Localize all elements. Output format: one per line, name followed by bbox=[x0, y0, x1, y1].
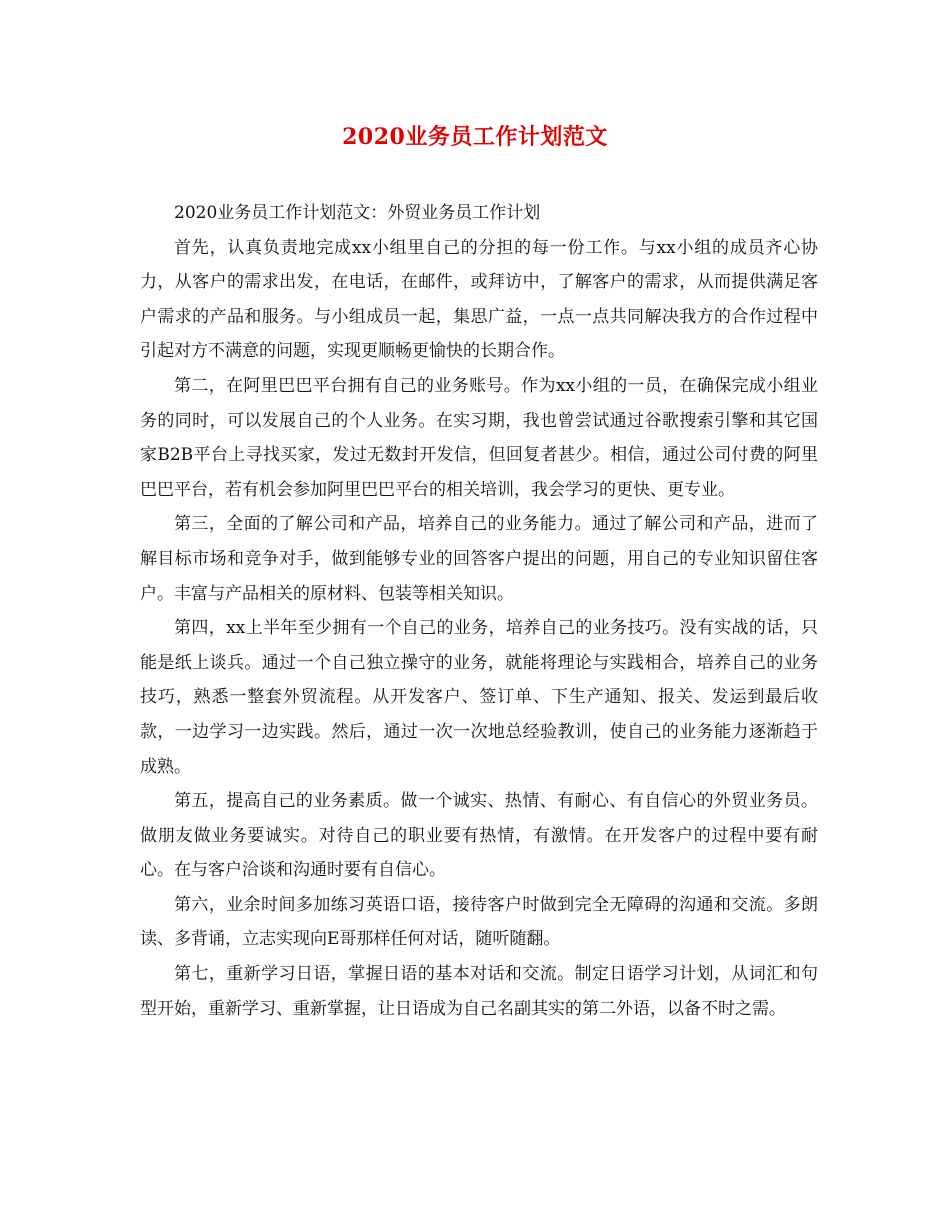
paragraph-fourth: 第四，xx上半年至少拥有一个自己的业务，培养自己的业务技巧。没有实战的话，只能是纸上谈兵。通过一个自己独立操守的业务，就能将理论与实践相合，培养自己的业务技巧，熟悉一整套外贸流程。从开发客户、签订单、下生产通知、报关、发运到最后收款，一边学习一边实践。然后，通过一次一次地总经验教训，使自己的业务能力逐渐趋于成熟。 bbox=[140, 618, 818, 777]
paragraph-third: 第三，全面的了解公司和产品，培养自己的业务能力。通过了解公司和产品，进而了解目标市场和竞争对手，做到能够专业的回答客户提出的问题，用自己的专业知识留住客户。丰富与产品相关的原材料、包装等相关知识。 bbox=[140, 514, 818, 604]
document-title: 2020业务员工作计划范文 bbox=[342, 124, 608, 150]
paragraph-seventh: 第七，重新学习日语，掌握日语的基本对话和交流。制定日语学习计划，从词汇和句型开始，重新学习、重新掌握，让日语成为自己名副其实的第二外语，以备不时之需。 bbox=[140, 964, 818, 1019]
paragraph-first: 首先，认真负责地完成xx小组里自己的分担的每一份工作。与xx小组的成员齐心协力，从客户的需求出发，在电话，在邮件，或拜访中，了解客户的需求，从而提供满足客户需求的产品和服务。与小组成员一起，集思广益，一点一点共同解决我方的合作过程中引起对方不满意的问题，实现更顺畅更愉快的长期合作。 bbox=[140, 237, 818, 362]
paragraph-fifth: 第五，提高自己的业务素质。做一个诚实、热情、有耐心、有自信心的外贸业务员。做朋友做业务要诚实。对待自己的职业要有热情，有激情。在开发客户的过程中要有耐心。在与客户洽谈和沟通时要有自信心。 bbox=[140, 791, 818, 881]
paragraph-sixth: 第六，业余时间多加练习英语口语，接待客户时做到完全无障碍的沟通和交流。多朗读、多背诵，立志实现向E哥那样任何对话，随听随翻。 bbox=[140, 894, 818, 950]
document-subtitle: 2020业务员工作计划范文：外贸业务员工作计划 bbox=[174, 203, 541, 223]
document-body bbox=[140, 196, 818, 1026]
paragraph-second: 第二，在阿里巴巴平台拥有自己的业务账号。作为xx小组的一员，在确保完成小组业务的同时，可以发展自己的个人业务。在实习期，我也曾尝试通过谷歌搜索引擎和其它国家B2B平台上寻找买家，发过无数封开发信，但回复者甚少。相信，通过公司付费的阿里巴巴平台，若有机会参加阿里巴巴平台的相关培训，我会学习的更快、更专业。 bbox=[140, 375, 818, 500]
